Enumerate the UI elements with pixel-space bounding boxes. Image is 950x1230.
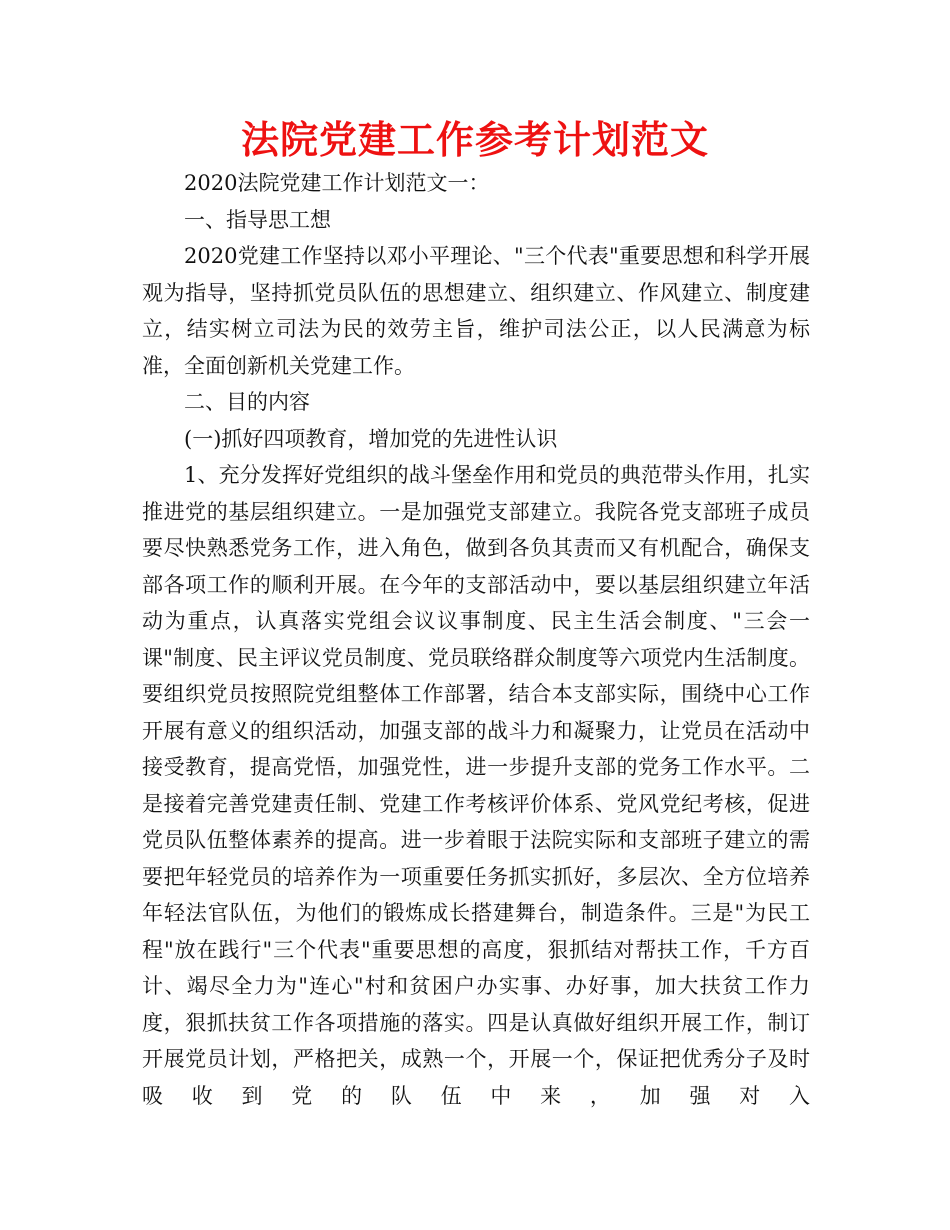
section-heading-goals: 二、目的内容 — [184, 390, 310, 414]
paragraph-party-building: 1、充分发挥好党组织的战斗堡垒作用和党员的典范带头作用，扎实推进党的基层组织建立。一是加强党支部建立。我院各党支部班子成员要尽快熟悉党务工作，进入角色，做到各负其责而又有机配合，确保支部各项工作的顺利开展。在今年的支部活动中，要以基层组织建立年活动为重点，认真落实党组会议议事制度、民主生活会制度、"三会一课"制度、民主评议党员制度、党员联络群众制度等六项党内生活制度。要组织党员按照院党组整体工作部署，结合本支部实际，围绕中心工作开展有意义的组织活动，加强支部的战斗力和凝聚力，让党员在活动中接受教育，提高党悟，加强党性，进一步提升支部的党务工作水平。二是接着完善党建责任制、党建工作考核评价体系、党风党纪考核，促进党员队伍整体素养的提高。进一步着眼于法院实际和支部班子建立的需要把年轻党员的培养作为一项重要任务抓实抓好，多层次、全方位培养年轻法官队伍，为他们的锻炼成长搭建舞台，制造条件。三是"为民工程"放在践行"三个代表"重要思想的高度，狠抓结对帮扶工作，千方百计、竭尽全力为"连心"村和贫困户办实事、办好事，加大扶贫工作力度，狠抓扶贫工作各项措施的落实。四是认真做好组织开展工作，制订开展党员计划，严格把关，成熟一个，开展一个，保证把优秀分子及时吸收到党的队伍中来，加强对入 — [142, 463, 810, 1108]
document-title: 法院党建工作参考计划范文 — [240, 118, 709, 162]
subsection-heading-education: (一)抓好四项教育，增加党的先进性认识 — [184, 426, 558, 451]
document-body — [142, 165, 810, 1114]
section-heading-guiding-thought: 一、指导思工想 — [184, 207, 331, 232]
paragraph-intro: 2020法院党建工作计划范文一： — [184, 171, 490, 195]
paragraph-guiding-thought: 2020党建工作坚持以邓小平理论、"三个代表"重要思想和科学开展观为指导，坚持抓党员队伍的思想建立、组织建立、作风建立、制度建立，结实树立司法为民的效劳主旨，维护司法公正，以人民满意为标准，全面创新机关党建工作。 — [142, 244, 810, 378]
